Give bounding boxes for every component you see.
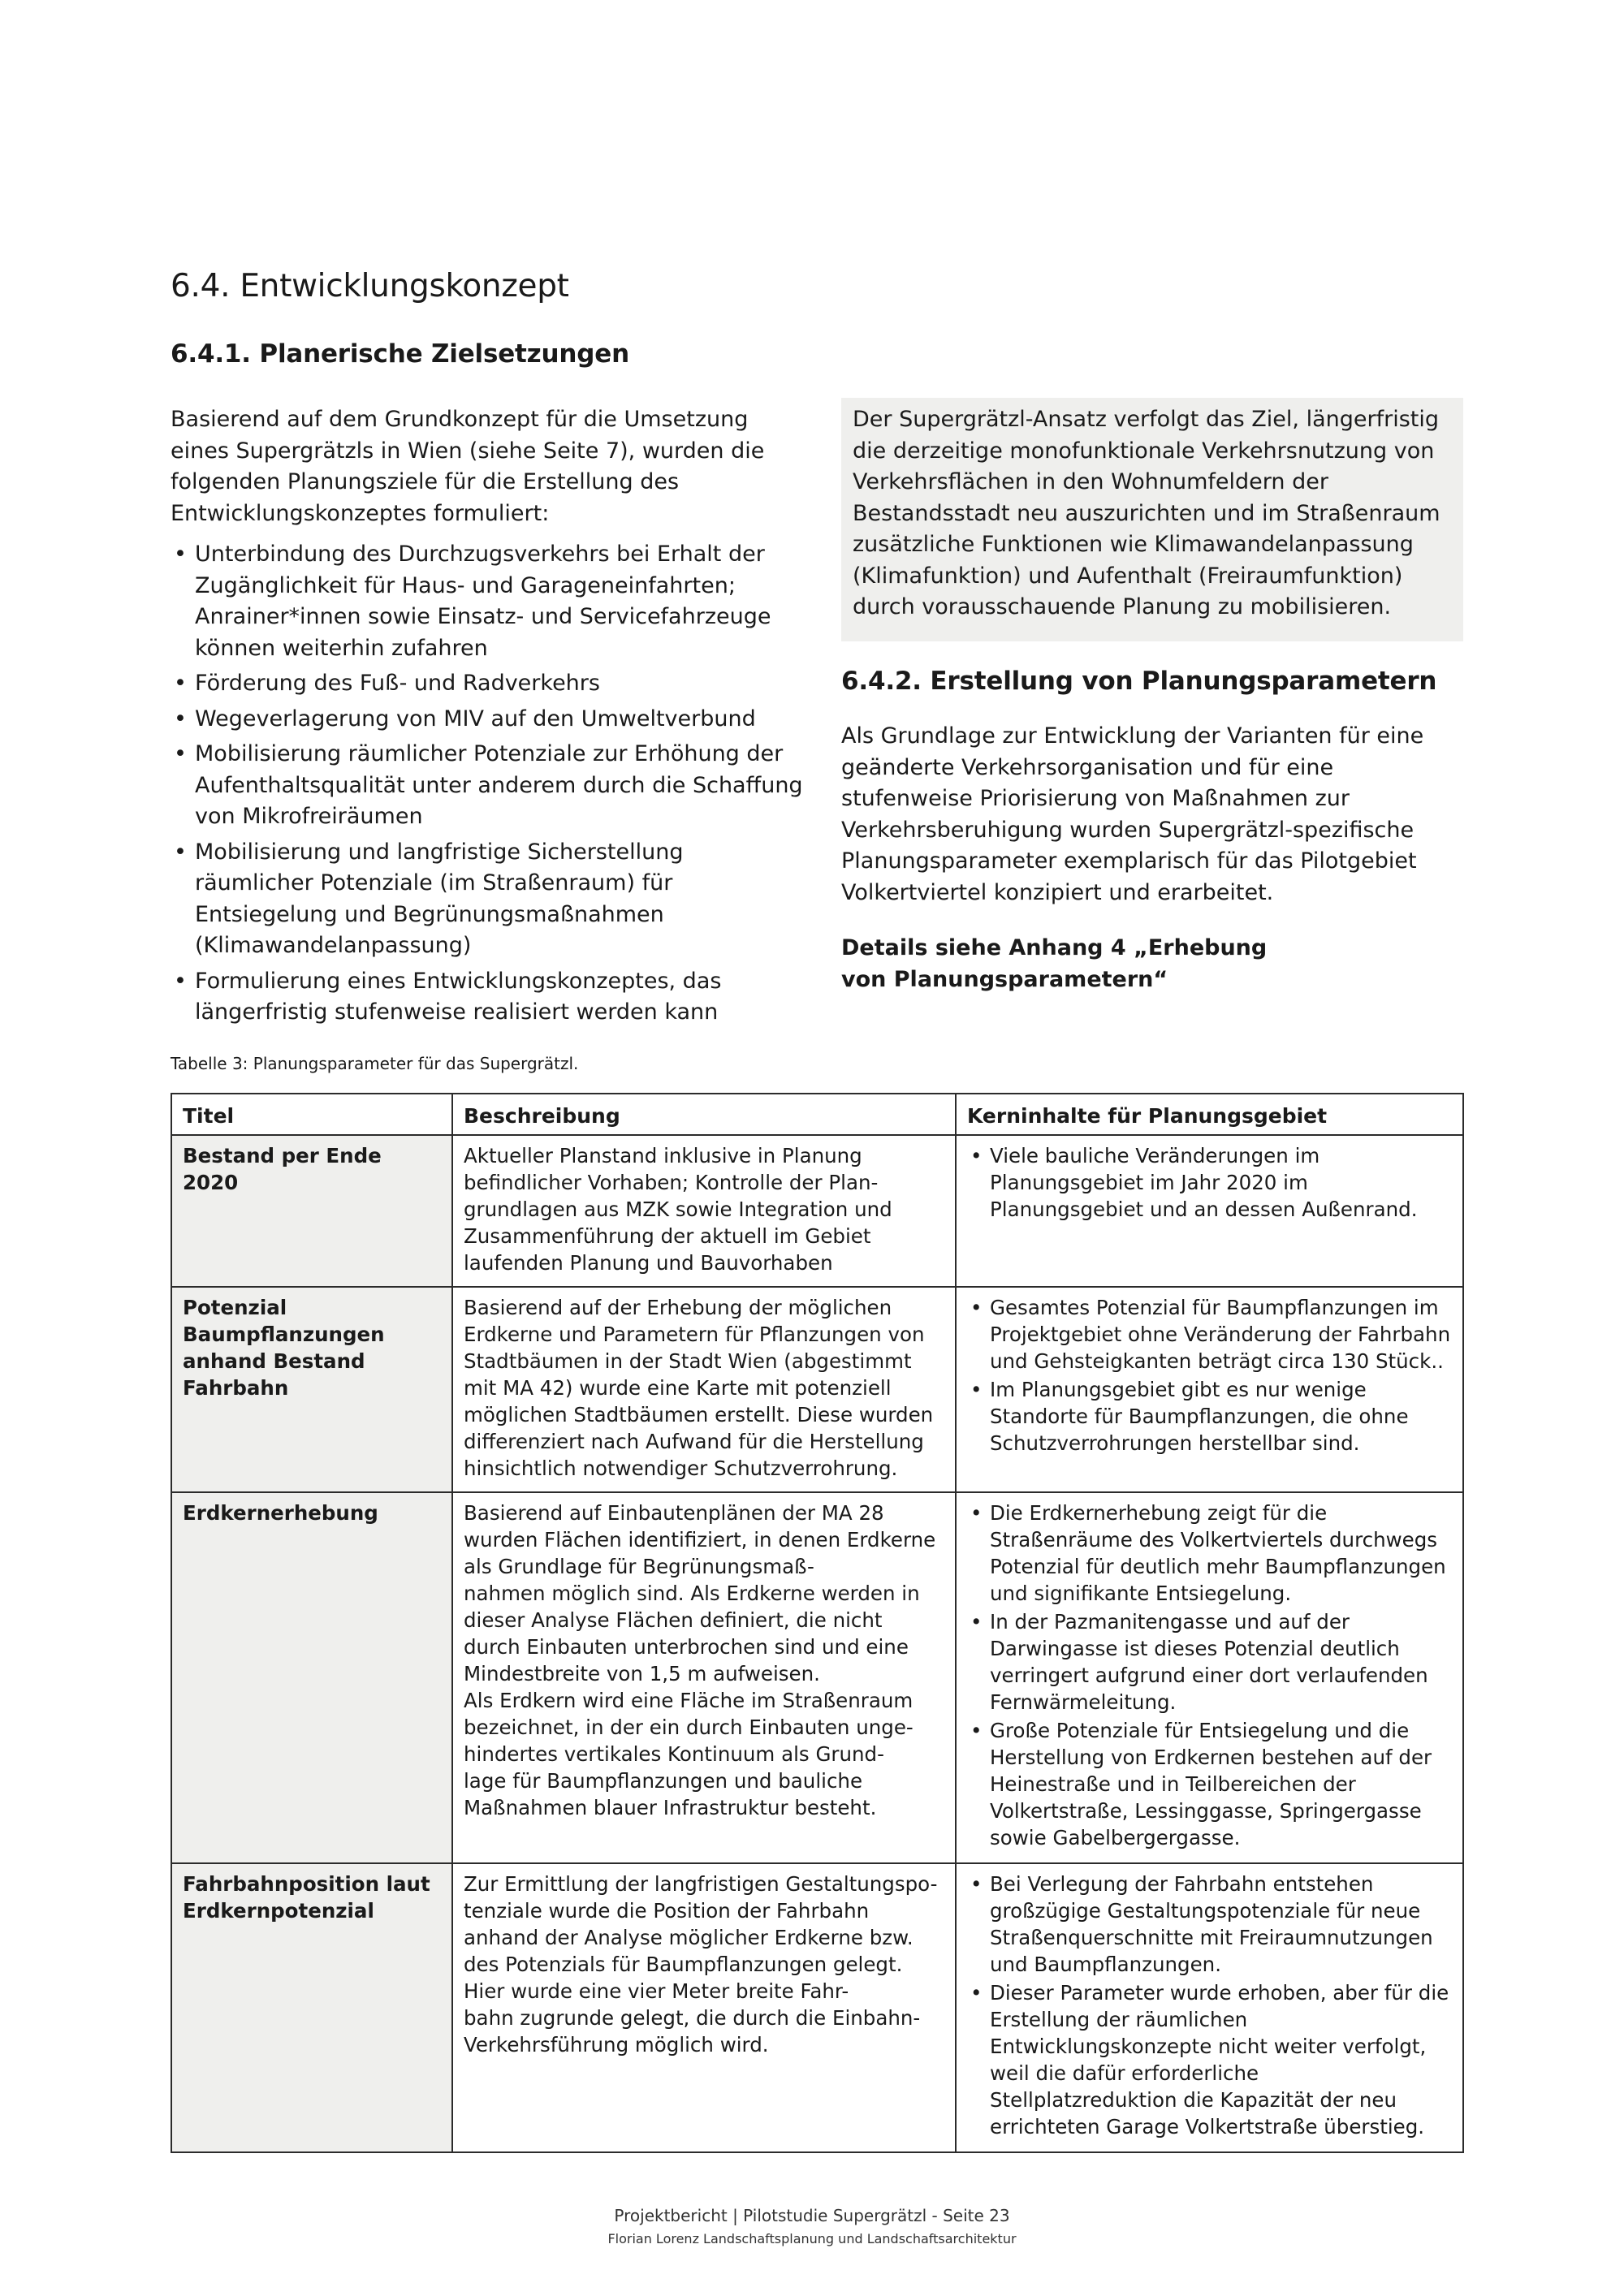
- row-title: Fahrbahnposition laut Erdkernpotenzial: [171, 1863, 452, 2152]
- row-description: Basierend auf Einbautenplänen der MA 28 wurden Flächen identifiziert, in denen Erdkerne als Grundlage für Begrünungsmaß- nahmen möglich sind. Als Erdkerne werden in dieser Analyse Flächen definiert, die nicht durch Einbauten unterbrochen sind und eine Mindestbreite von 1,5 m aufweisen. Als Erdkern wird eine Fläche im Straßenraum bezeichnet, in der ein durch Einbauten unge- hindertes vertikales Kontinuum als Grund- lage für Baumpflanzungen und bauliche Maßnahmen blauer Infrastruktur besteht.: [452, 1492, 956, 1863]
- right-paragraph: Als Grundlage zur Entwicklung der Varianten für eine geänderte Verkehrsorganisation und für eine stufenweise Priorisierung von Maßnahmen zur Verkehrsberuhigung wurden Supergrätzl-spezifische Planungsparameter exemplarisch für das Pilotgebiet Volkertviertel konzipiert und erarbeitet.: [841, 723, 1424, 905]
- row-description: Zur Ermittlung der langfristigen Gestaltungspo- tenziale wurde die Position der Fahrbahn anhand der Analyse möglicher Erdkerne bzw. des Potenzials für Baumpflanzungen gelegt. Hier wurde eine vier Meter breite Fahr- bahn zugrunde gelegt, die durch die Einbahn-Verkehrsführung möglich wird.: [452, 1863, 956, 2152]
- row-key-contents: [956, 1135, 1463, 1287]
- footer-author: Florian Lorenz Landschaftsplanung und Landschaftsarchitektur: [607, 2231, 1017, 2246]
- list-item: • Viele bauliche Veränderungen im Planungsgebiet im Jahr 2020 im Planungsgebiet und an dessen Außenrand.: [967, 1142, 1452, 1223]
- subsection-heading-zielsetzungen: 6.4.1. Planerische Zielsetzungen: [171, 339, 629, 369]
- section-heading: 6.4. Entwicklungskonzept: [171, 268, 569, 304]
- list-item: • Formulierung eines Entwicklungskonzeptes, das längerfristig stufenweise realisiert werden kann: [171, 966, 804, 1029]
- row-description: Aktueller Planstand inklusive in Planung befindlicher Vorhaben; Kontrolle der Plan- grundlagen aus MZK sowie Integration und Zusammenführung der aktuell im Gebiet laufenden Planung und Bauvorhaben: [452, 1135, 956, 1287]
- list-item: • Große Potenziale für Entsiegelung und die Herstellung von Erdkernen bestehen auf der Heinestraße und in Teilbereichen der Volkertstraße, Lessinggasse, Springergasse sowie Gabelbergergasse.: [967, 1717, 1452, 1851]
- list-item: • Die Erdkernerhebung zeigt für die Straßenräume des Volkertviertels durchwegs Potenzial für deutlich mehr Baumpflanzungen und signifikante Entsiegelung.: [967, 1500, 1452, 1607]
- subsection-heading-planungsparameter: 6.4.2. Erstellung von Planungsparametern: [841, 666, 1437, 696]
- list-item: • Dieser Parameter wurde erhoben, aber für die Erstellung der räumlichen Entwicklungskonzepte nicht weiter verfolgt, weil die dafür erforderliche Stellplatzreduktion die Kapazität der neu errichteten Garage Volkertstraße überstieg.: [967, 1979, 1452, 2140]
- planning-goals-list: [171, 539, 804, 1029]
- table-row: [171, 1492, 1463, 1863]
- list-item: • In der Pazmanitengasse und auf der Darwingasse ist dieses Potenzial deutlich verringert aufgrund einer dort verlaufenden Fernwärmeleitung.: [967, 1608, 1452, 1716]
- table-row: [171, 1135, 1463, 1287]
- list-item: • Förderung des Fuß- und Radverkehrs: [171, 668, 804, 700]
- header-kerninhalte: Kerninhalte für Planungsgebiet: [956, 1094, 1463, 1135]
- list-item: • Gesamtes Potenzial für Baumpflanzungen im Projektgebiet ohne Veränderung der Fahrbahn und Gehsteigkanten beträgt circa 130 Stück..: [967, 1294, 1452, 1375]
- row-title: Bestand per Ende 2020: [171, 1135, 452, 1287]
- highlight-box: Der Supergrätzl-Ansatz verfolgt das Ziel, längerfristig die derzeitige monofunktionale Verkehrsnutzung von Verkehrsflächen in den Wohnumfeldern der Bestandsstadt neu auszurichten und im Straßenraum zusätzliche Funktionen wie Klimawandelanpassung (Klimafunktion) und Aufenthalt (Freiraumfunktion) durch vorausschauende Planung zu mobilisieren.: [841, 398, 1463, 641]
- table-row: [171, 1863, 1463, 2152]
- header-titel: Titel: [171, 1094, 452, 1135]
- left-column: [171, 404, 804, 1033]
- list-item: • Mobilisierung und langfristige Sicherstellung räumlicher Potenziale (im Straßenraum) für Entsiegelung und Begrünungsmaßnahmen (Klimawandelanpassung): [171, 837, 804, 962]
- list-item: • Wegeverlagerung von MIV auf den Umweltverbund: [171, 704, 804, 736]
- table-header-row: [171, 1094, 1463, 1135]
- left-intro-paragraph: Basierend auf dem Grundkonzept für die Umsetzung eines Supergrätzls in Wien (siehe Seite 7), wurden die folgenden Planungsziele für die Erstellung des Entwicklungskonzeptes formuliert:: [171, 407, 765, 526]
- right-column: [841, 398, 1463, 1020]
- details-line-1: Details siehe Anhang 4 „Erhebung: [841, 935, 1268, 960]
- table-caption: Tabelle 3: Planungsparameter für das Supergrätzl.: [171, 1054, 579, 1073]
- details-line-2: von Planungsparametern“: [841, 966, 1168, 992]
- row-key-contents: [956, 1863, 1463, 2152]
- row-title: Erdkernerhebung: [171, 1492, 452, 1863]
- row-key-contents: [956, 1492, 1463, 1863]
- row-key-contents: [956, 1287, 1463, 1492]
- footer-page-info: Projektbericht | Pilotstudie Supergrätzl - Seite 23: [614, 2206, 1010, 2225]
- row-title: Potenzial Baumpflanzungen anhand Bestand Fahrbahn: [171, 1287, 452, 1492]
- list-item: • Bei Verlegung der Fahrbahn entstehen großzügige Gestaltungspotenziale für neue Straßenquerschnitte mit Freiraumnutzungen und Baumpflanzungen.: [967, 1871, 1452, 1978]
- table-row: [171, 1287, 1463, 1492]
- planning-parameters-table: [171, 1093, 1464, 2153]
- header-beschreibung: Beschreibung: [452, 1094, 956, 1135]
- list-item: • Im Planungsgebiet gibt es nur wenige Standorte für Baumpflanzungen, die ohne Schutzverrohrungen herstellbar sind.: [967, 1376, 1452, 1457]
- list-item: • Mobilisierung räumlicher Potenziale zur Erhöhung der Aufenthaltsqualität unter anderem durch die Schaffung von Mikrofreiräumen: [171, 739, 804, 833]
- row-description: Basierend auf der Erhebung der möglichen Erdkerne und Parametern für Pflanzungen von Stadtbäumen in der Stadt Wien (abgestimmt mit MA 42) wurde eine Karte mit potenziell möglichen Stadtbäumen erstellt. Diese wurden differenziert nach Aufwand für die Herstellung hinsichtlich notwendiger Schutzverrohrung.: [452, 1287, 956, 1492]
- list-item: • Unterbindung des Durchzugsverkehrs bei Erhalt der Zugänglichkeit für Haus- und Garageneinfahrten; Anrainer*innen sowie Einsatz- und Servicefahrzeuge können weiterhin zufahren: [171, 539, 804, 664]
- details-reference: [841, 933, 1463, 995]
